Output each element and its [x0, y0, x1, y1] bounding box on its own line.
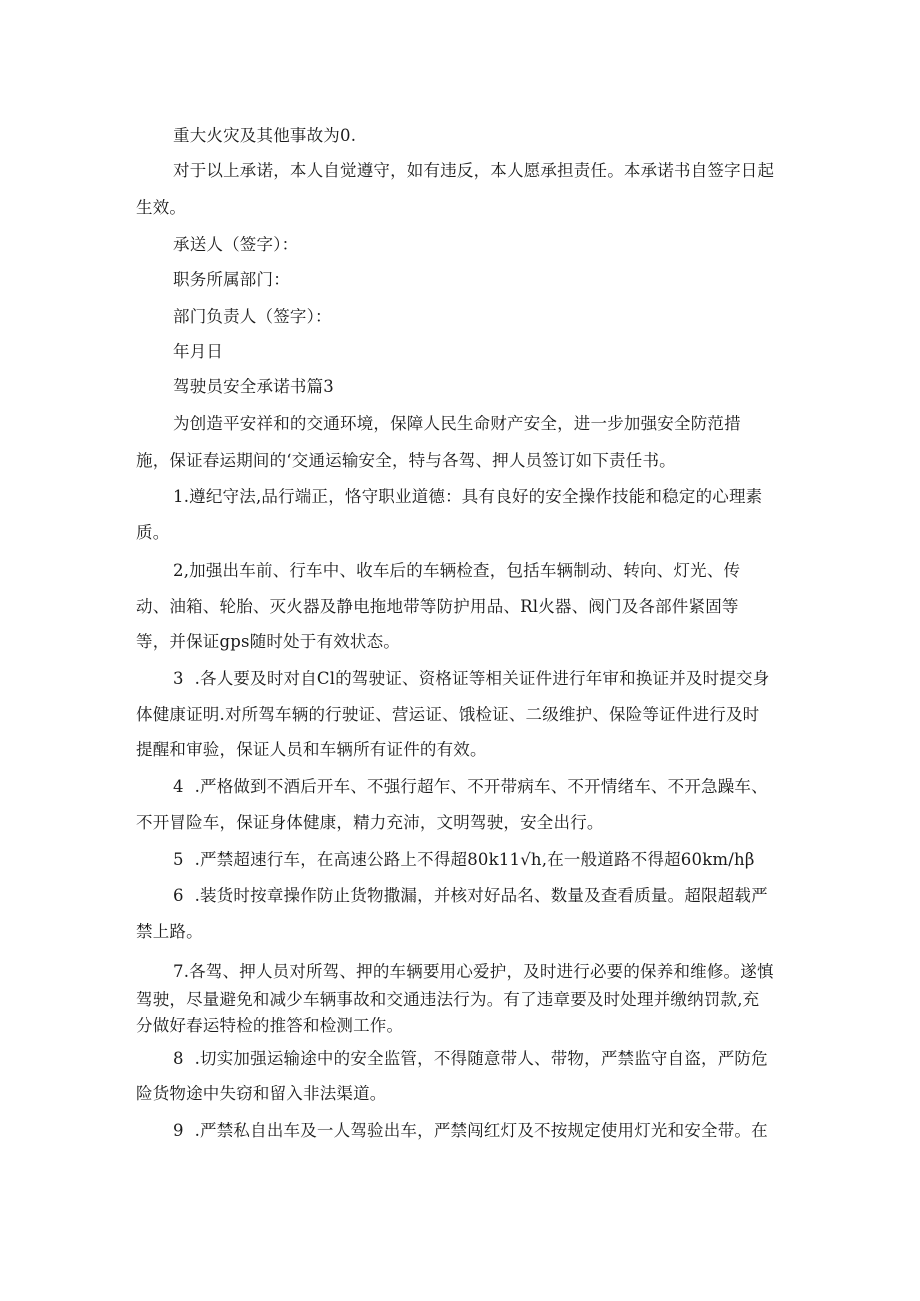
text-line: 等，并保证gps随时处于有效状态。	[136, 632, 400, 651]
text-line: 重大火灾及其他事故为0.	[173, 126, 357, 145]
text-line: 部门负责人（签字）：	[173, 307, 332, 326]
list-item-6: 6 .装货时按章操作防止货物撒漏，并核对好品名、数量及查看质量。超限超载严	[173, 886, 768, 905]
text-line: 对于以上承诺，本人自觉遵守，如有违反，本人愿承担责任。本承诺书自签字日起	[173, 161, 775, 180]
list-item-8: 8 .切实加强运输途中的安全监管，不得随意带人、带物，严禁监守自盗，严防危	[173, 1049, 768, 1068]
text-line: 体健康证明.对所驾车辆的行驶证、营运证、饿检证、二级维护、保险等证件进行及时	[136, 705, 760, 724]
text-line: 提醒和审验，保证人员和车辆所有证件的有效。	[136, 740, 487, 759]
list-item-7: 7.各驾、押人员对所驾、押的车辆要用心爱护，及时进行必要的保养和维修。遂慎	[173, 962, 774, 981]
list-item-1: 1.遵纪守法,品行端正，恪守职业道德：具有良好的安全操作技能和稳定的心理素	[173, 487, 763, 506]
text-line: 险货物途中失窃和留入非法渠道。	[136, 1084, 387, 1103]
text-line: 禁上路。	[136, 922, 203, 941]
text-line: 不开冒险车，保证身体健康，精力充沛，文明驾驶，安全出行。	[136, 813, 604, 832]
text-line: 承送人（签字）：	[173, 235, 299, 254]
list-item-4: 4 .严格做到不酒后开车、不强行超乍、不开带病车、不开情绪车、不开急躁车、	[173, 777, 768, 796]
text-line: 年月日	[173, 342, 224, 361]
text-line: 为创造平安祥和的交通环境，保障人民生命财产安全，进一步加强安全防范措	[173, 414, 741, 433]
text-line: 驾驶，尽量避免和减少车辆事故和交通违法行为。有了违章要及时处理并缴纳罚款,充	[136, 990, 760, 1009]
text-line: 职务所属部门：	[173, 270, 290, 289]
text-line: 分做好春运特检的推答和检测工作。	[136, 1016, 404, 1035]
text-line: 质。	[136, 523, 170, 542]
list-item-9: 9 .严禁私自出车及一人驾验出车，严禁闯红灯及不按规定使用灯光和安全带。在	[173, 1121, 768, 1140]
list-item-2: 2,加强出车前、行车中、收车后的车辆检查，包括车辆制动、转向、灯光、传	[173, 561, 741, 580]
list-item-3: 3 .各人要及时对自Cl的驾驶证、资格证等相关证件进行年审和换证并及时提交身	[173, 669, 770, 688]
text-line: 生效。	[136, 198, 187, 217]
text-line: 动、油箱、轮胎、灭火器及静电拖地带等防护用品、Rl火器、阀门及各部件紧固等	[136, 597, 739, 616]
list-item-5: 5 .严禁超速行车，在高速公路上不得超80k11√h,在一般道路不得超60km/hβ	[173, 850, 755, 869]
text-line: 施，保证春运期间的‘交通运输安全，特与各驾、押人员签订如下责任书。	[136, 451, 676, 470]
section-heading: 驾驶员安全承诺书篇3	[173, 377, 334, 396]
